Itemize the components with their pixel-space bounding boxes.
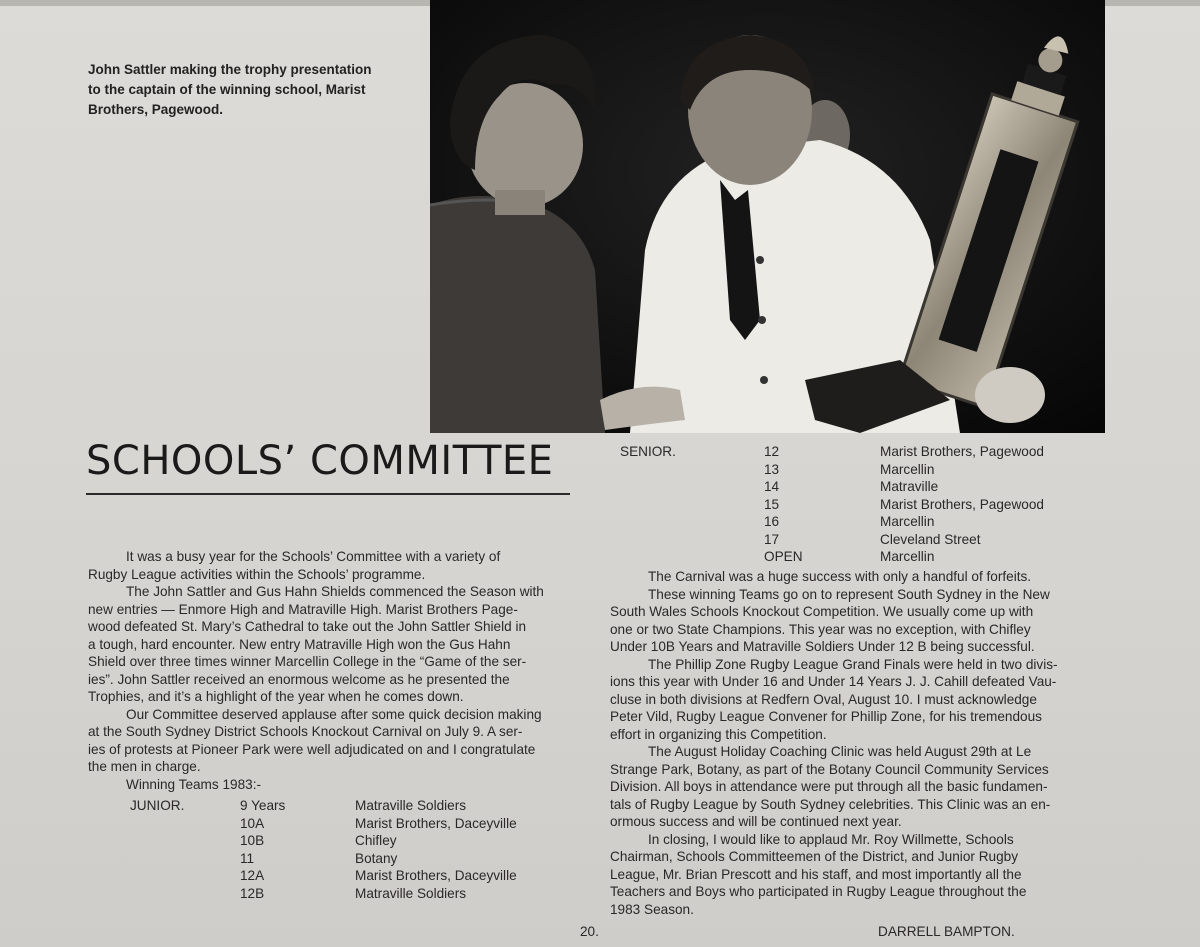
- table-row: [620, 531, 1100, 549]
- age-group: 10B: [240, 833, 265, 848]
- senior-results-table: [620, 443, 1100, 566]
- team-name: Cleveland Street: [880, 531, 981, 547]
- table-row: [620, 496, 1100, 514]
- text-line: one or two State Champions. This year was no exception, with Chifley: [610, 621, 1031, 637]
- caption-line: Brothers, Pagewood.: [88, 102, 224, 117]
- age-group: 11: [240, 850, 255, 866]
- team-name: Botany: [355, 850, 398, 866]
- table-row: [130, 850, 550, 868]
- text-line: ions this year with Under 16 and Under 14 Years J. J. Cahill defeated Vau-: [610, 674, 1057, 689]
- team-name: Marist Brothers, Pagewood: [880, 496, 1044, 512]
- text-line: cluse in both divisions at Redfern Oval, August 10. I must acknowledge: [610, 691, 1037, 707]
- photo-illustration: [430, 0, 1105, 433]
- table-row: [130, 867, 550, 885]
- age-group: 14: [764, 479, 780, 494]
- age-group: 15: [764, 496, 780, 512]
- age-group: 12B: [240, 885, 265, 901]
- text-line: Peter Vild, Rugby League Convener for Phillip Zone, for his tremendous: [610, 709, 1042, 724]
- text-line: Division. All boys in attendance were put through all the basic fundamen-: [610, 779, 1048, 794]
- team-name: Chifley: [355, 833, 397, 848]
- text-line: Trophies, and it’s a highlight of the year when he comes down.: [88, 689, 464, 704]
- text-line: ies”. John Sattler received an enormous welcome as he presented the: [88, 671, 510, 687]
- text-line: The John Sattler and Gus Hahn Shields commenced the Season with: [126, 584, 544, 599]
- table-row: [620, 443, 1100, 461]
- age-group: 17: [764, 531, 780, 547]
- table-row: [130, 832, 550, 850]
- text-line: Rugby League activities within the Schools’ programme.: [88, 566, 426, 582]
- team-name: Marist Brothers, Daceyville: [355, 815, 517, 831]
- text-line: Strange Park, Botany, as part of the Botany Council Community Services: [610, 761, 1049, 777]
- age-group: 16: [764, 514, 780, 529]
- author-signature: DARRELL BAMPTON.: [878, 924, 1015, 939]
- trophy-presentation-photo: [430, 0, 1105, 433]
- age-group: OPEN: [764, 549, 803, 564]
- text-line: Teachers and Boys who participated in Rugby League throughout the: [610, 884, 1027, 899]
- age-group: 12A: [240, 868, 265, 883]
- table-row: [620, 548, 1100, 566]
- team-name: Marcellin: [880, 549, 935, 564]
- text-line: In closing, I would like to applaud Mr. Roy Willmette, Schools: [648, 831, 1014, 847]
- text-line: The Phillip Zone Rugby League Grand Finals were held in two divis-: [648, 656, 1058, 672]
- caption-line: John Sattler making the trophy presentation: [88, 62, 372, 77]
- section-title: SCHOOLS’ COMMITTEE: [86, 438, 554, 484]
- text-line: Our Committee deserved applause after some quick decision making: [126, 706, 542, 722]
- table-row: [620, 461, 1100, 479]
- photo-caption: [88, 60, 408, 120]
- page-number: 20.: [580, 924, 599, 939]
- text-line: ies of protests at Pioneer Park were well adjudicated on and I congratulate: [88, 741, 536, 757]
- text-line: Shield over three times winner Marcellin College in the “Game of the ser-: [88, 654, 527, 669]
- age-group: 13: [764, 461, 780, 477]
- table-row: [130, 885, 550, 903]
- caption-line: to the captain of the winning school, Marist: [88, 82, 366, 97]
- text-line: at the South Sydney District Schools Knockout Carnival on July 9. A ser-: [88, 724, 523, 739]
- text-line: Under 10B Years and Matraville Soldiers Under 12 B being successful.: [610, 639, 1035, 654]
- text-line: ormous success and will be continued next year.: [610, 814, 902, 829]
- text-line: tals of Rugby League by South Sydney celebrities. This Clinic was an en-: [610, 796, 1051, 812]
- text-line: These winning Teams go on to represent South Sydney in the New: [648, 586, 1050, 602]
- text-line: It was a busy year for the Schools’ Committee with a variety of: [126, 549, 501, 564]
- team-name: Marist Brothers, Pagewood: [880, 444, 1044, 459]
- age-group: 10A: [240, 815, 265, 831]
- table-row: [620, 513, 1100, 531]
- team-name: Marist Brothers, Daceyville: [355, 868, 517, 883]
- junior-label: JUNIOR.: [130, 798, 185, 813]
- table-row: [130, 815, 550, 833]
- text-line: effort in organizing this Competition.: [610, 726, 827, 742]
- text-line: a tough, hard encounter. New entry Matraville High won the Gus Hahn: [88, 636, 511, 652]
- text-line: the men in charge.: [88, 759, 201, 774]
- left-column-text: [88, 548, 558, 793]
- text-line: wood defeated St. Mary’s Cathedral to take out the John Sattler Shield in: [88, 619, 527, 634]
- team-name: Matraville: [880, 479, 939, 494]
- table-row: [620, 478, 1100, 496]
- team-name: Marcellin: [880, 461, 935, 477]
- senior-label: SENIOR.: [620, 444, 676, 459]
- text-line: 1983 Season.: [610, 901, 694, 917]
- age-group: 12: [764, 444, 780, 459]
- text-line: Chairman, Schools Committeemen of the District, and Junior Rugby: [610, 849, 1018, 864]
- team-name: Marcellin: [880, 514, 935, 529]
- text-line: The August Holiday Coaching Clinic was held August 29th at Le: [648, 744, 1032, 759]
- text-line: new entries — Enmore High and Matraville High. Marist Brothers Page-: [88, 601, 518, 617]
- table-row: [130, 797, 550, 815]
- text-line: The Carnival was a huge success with only a handful of forfeits.: [648, 569, 1032, 584]
- title-underline: [86, 493, 570, 495]
- text-line: Winning Teams 1983:-: [126, 776, 262, 792]
- team-name: Matraville Soldiers: [355, 885, 467, 901]
- team-name: Matraville Soldiers: [355, 798, 467, 813]
- text-line: League, Mr. Brian Prescott and his staff, and most importantly all the: [610, 866, 1022, 882]
- text-line: South Wales Schools Knockout Competition. We usually come up with: [610, 604, 1034, 619]
- right-column-text: [610, 568, 1080, 918]
- age-group: 9 Years: [240, 798, 286, 813]
- junior-results-table: [130, 797, 550, 902]
